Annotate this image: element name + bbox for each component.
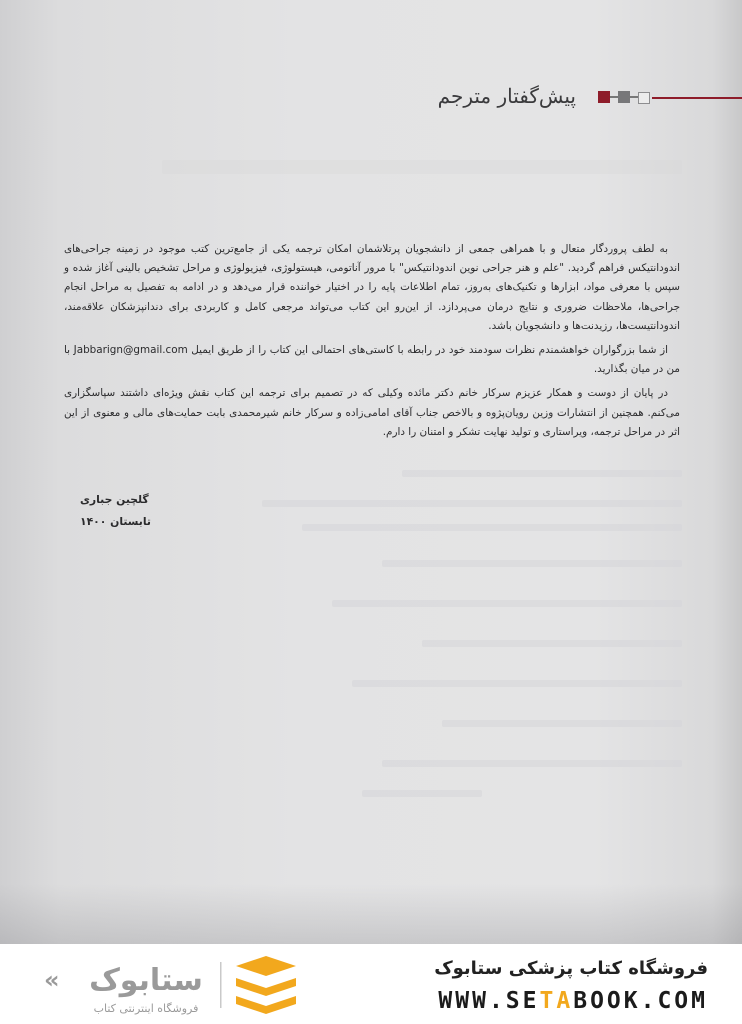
header-squares-ornament xyxy=(588,91,650,105)
square-red-icon xyxy=(598,91,610,103)
square-outline-icon xyxy=(638,92,650,104)
preface-body xyxy=(64,240,680,447)
store-name: فروشگاه کتاب پزشکی ستابوک xyxy=(434,958,708,979)
paragraph-intro: به لطف پروردگار متعال و با همراهی جمعی از دانشجویان پرتلاشمان امکان ترجمه یکی از جامع‌ترین کتب موجود در زمینه جراحی‌های اندودانتیکس فراهم گردید. "علم و هنر جراحی نوین اندودانتیکس" با مرور آناتومی، هیستولوژی، فیزیولوژی و مراحل تشخیص بالینی آغاز شده و سپس با معرفی مواد، ابزارها و تکنیک‌های به‌روز، تمام اطلاعات پایه را در اختیار خواننده قرار می‌دهد و در ادامه به تفصیل به مراحل انجام جراحی‌ها، ملاحظات ضروری و نتایج درمان می‌پردازد. از این‌رو این کتاب می‌تواند مرجعی کامل و کاربردی برای دندانپزشکان علاقه‌مند، اندودانتیست‌ها، رزیدنت‌ها و دانشجویان باشد. xyxy=(64,243,680,332)
logo-wordmark: ستابوک xyxy=(89,963,203,998)
logo-subtext: فروشگاه اینترنتی کتاب xyxy=(93,1002,199,1015)
paragraph-feedback: از شما بزرگواران خواهشمندم نظرات سودمند خود در رابطه با کاستی‌های احتمالی این کتاب را از طریق ایمیل Jabbarign@gmail.com با من در میان بگذارید. xyxy=(64,344,680,376)
store-url-link[interactable] xyxy=(438,988,708,1014)
signature-date: تابستان ۱۴۰۰ xyxy=(80,515,151,528)
book-stack-icon xyxy=(236,956,296,1014)
url-highlight: TA xyxy=(539,988,574,1014)
signature-name: گلچین جباری xyxy=(80,493,149,506)
page-title: پیش‌گفتار مترجم xyxy=(437,84,576,108)
store-banner[interactable] xyxy=(0,944,742,1024)
setabook-logo[interactable] xyxy=(34,952,304,1018)
double-chevron-icon: « xyxy=(44,966,60,994)
header-rule xyxy=(652,97,742,99)
url-part1: WWW.SE xyxy=(438,988,540,1014)
signature-block xyxy=(80,489,240,533)
square-gray-icon xyxy=(618,91,630,103)
paragraph-acknowledgements: در پایان از دوست و همکار عزیزم سرکار خانم دکتر مائده وکیلی که در تصمیم برای ترجمه این کتاب نقش ویژه‌ای داشتند سپاسگزاری می‌کنم. همچنین از انتشارات وزین رویان‌پژوه و بالاخص جناب آقای امامی‌زاده و سرکار خانم شیرمحمدی بابت حمایت‌های مالی و معنوی از این اثر در مراحل ترجمه، ویراستاری و تولید نهایت تشکر و امتنان را دارم. xyxy=(64,387,680,438)
url-part2: BOOK.COM xyxy=(573,988,708,1014)
section-header xyxy=(422,82,742,116)
